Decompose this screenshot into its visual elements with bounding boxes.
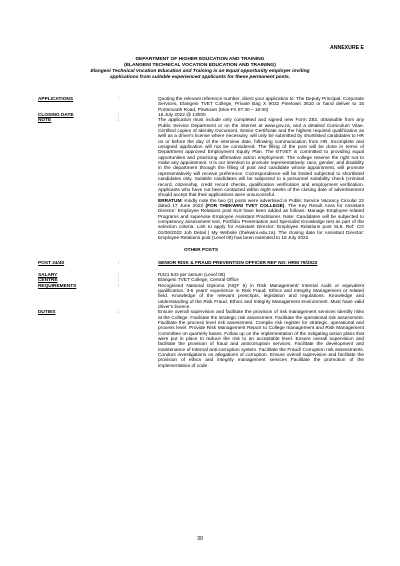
applications-text: Quoting the relevant reference number, direct your application to: The Deputy Principal: Corporate Services, Elangeni TVET College, Private Bag X 9032 Pinetown 3610 or hand deliver to 15 Portsmouth Road, Pinetown (Mon-Fri 07:30 – 16:00) xyxy=(158,97,364,113)
advert-body xyxy=(38,97,364,369)
post-title: SENIOR RISK & FRAUD PREVENTION OFFICER REF NO: HRM 79/2022 xyxy=(158,260,318,266)
note-row xyxy=(38,118,364,241)
salary-label: SALARY xyxy=(38,272,58,278)
equal-opportunity-line-2: applications from suitable experienced applicants for these permanent posts. xyxy=(109,75,291,81)
note-label: NOTE xyxy=(38,118,52,124)
erratum-label: ERRATUM xyxy=(158,198,182,204)
closing-date-label: CLOSING DATE xyxy=(38,113,74,119)
spacer xyxy=(38,254,364,261)
post-number: POST 24/40 xyxy=(38,260,65,266)
centre-label: CENTRE xyxy=(38,278,58,284)
post-colon: : xyxy=(118,260,120,266)
requirements-colon: : xyxy=(118,283,120,289)
post-title-row xyxy=(38,261,364,266)
note-text: The application must include only completed and signed new Form Z83, obtainable from any Public Service Department or on the internet at www.gov.za, and a detailed Curriculum Vitae. Certified copies of Identity Document, Senior Certificate and the highest required qualification as well as a driver's license where necessary, will only be submitted by shortlisted candidates to HR on or before the day of the interview date, following communication from HR. Incomplete and unsigned application will not be considered. The filling of the post will be done in terms of Department approved Employment Equity Plan. The ETVET is committed to providing equal opportunities and practicing affirmative action employment. The college reserve the right not to make any appointment. It is our intention to promote representatively: race, gender, and disability in the department through the filling of post and candidate whose appointment, will promote representatively will receive preference. Correspondence will be limited subjected to shortlisted candidates only. Suitable candidates will be subjected to a personnel suitability check (criminal record, citizenship, credit record checks, qualification verification and employment verification. Applicants who have not been contacted within eight weeks of the closing date of advertisement should accept that their applications were unsuccessful. xyxy=(158,118,364,199)
note-colon: : xyxy=(118,118,120,124)
equal-opportunity-line-1: Elangeni Technical Vocation Education and Training is an Equal opportunity employer inviting xyxy=(90,69,310,75)
erratum-text-a: : Kindly note the two (2) posts were advertised in Public Service Vacancy Circular 22 dated 17 June 2022 xyxy=(158,198,364,209)
note-content xyxy=(158,118,364,241)
closing-date-colon: : xyxy=(118,113,120,119)
applications-row xyxy=(38,97,364,113)
document-heading xyxy=(40,57,360,81)
closing-date-text: 15 July 2022 @ 13h00 xyxy=(158,113,206,119)
requirements-text: Recognised National Diploma (NQF 6) in Risk Management/ Internal Audit or equivalent qualification. 3-5 years' experience in Risk Fraud, Ethics and Integrity Management or related field. Knowledge of the relevant prescripts, legislation and regulations. Knowledge and understanding of the Risk Fraud, Ethics and Integrity Management environment. Must have valid driver's licence. xyxy=(158,283,364,311)
duties-colon: : xyxy=(118,310,120,316)
erratum-text-b: . The Key Result Area for Assistant Director: Employee Relations post SL9 have been added as follows: Manage Employee related Programs and supervise Employee Assistant Practitioner. Note: Candidates will be subjected to competency assessment test, Portfolio Presentation and Specialist Knowledge test as part of the selection criteria. Link to apply for Assistant Director: Employee Relations post SL9, Ref: CO 01/06/2022 Job Detail | My Website (thekwini.edu.za). The closing date for Assistant Director: Employee Relations post (Level 09) has been extended to 15 July 2022. xyxy=(158,203,365,241)
annexure-label: ANNEXURE E xyxy=(329,45,364,51)
applications-label: APPLICATIONS xyxy=(38,97,74,102)
duties-row xyxy=(38,310,364,369)
department-title: DEPARTMENT OF HIGHER EDUCATION AND TRAINING xyxy=(135,57,265,62)
college-title: (ELANGENI TECHNICAL VOCATION EDUCATION AND TRAINING) xyxy=(124,63,276,69)
spacer xyxy=(38,266,364,273)
requirements-label: REQUIREMENTS xyxy=(38,283,77,289)
duties-label: DUTIES xyxy=(38,310,56,316)
centre-text: Elangeni TVET College, Central Office xyxy=(158,278,239,284)
centre-colon: : xyxy=(118,278,120,284)
other-posts-heading: OTHER POSTS xyxy=(183,248,219,254)
salary-text: R321 543 per annum (Level 08) xyxy=(158,272,226,278)
salary-colon: : xyxy=(118,272,120,278)
page-number: 30 xyxy=(197,536,203,542)
erratum-college: (FOR THEKWINI TVET COLLEGE) xyxy=(205,203,285,209)
requirements-row xyxy=(38,284,364,311)
duties-text: Ensure overall supervision and facilitate the provision of risk management services Identify risks at the College. Facilitate the strategic risk assessment. Facilitate the operational risk assessment. Facilitate the process level risk assessment. Compile risk register for strategic, operational and process level. Provide Risk Management Report to College management and Risk Management Committee on quarterly bases. Follow up on the implementation of the mitigating action plans that were put in place to reduce the risk to an acceptable level. Ensure overall supervision and facilitate the provision of fraud and anticorruption services. Facilitate the development and maintenance of Internal anti-corruption system. Facilitate the Fraud/ Corruption risk assessments. Conduct investigations on allegations of corruption. Ensure overall supervision and facilitate the provision of ethics and integrity management services Facilitate the promotion of the implementation of code xyxy=(158,310,364,369)
applications-colon: : xyxy=(118,97,120,102)
